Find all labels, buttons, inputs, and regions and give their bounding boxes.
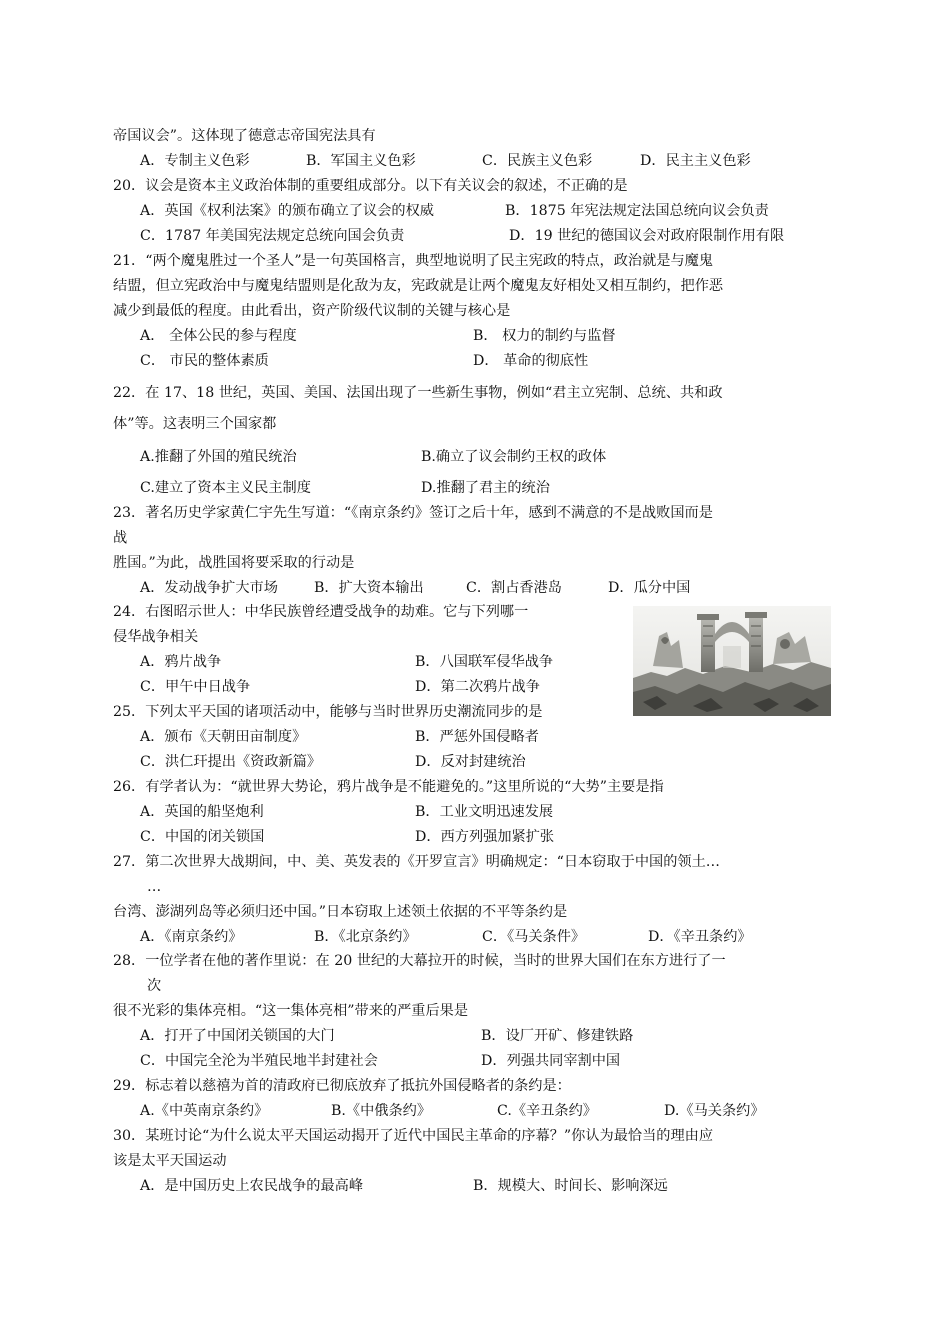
ruins-photo: [633, 606, 831, 716]
question-30: 30．某班讨论“为什么说太平天国运动揭开了近代中国民主革命的序幕？”你认为最恰当的理由应: [113, 1128, 714, 1144]
question-29: 29．标志着以慈禧为首的清政府已彻底放弃了抵抗外国侵略者的条约是：: [113, 1078, 571, 1094]
option: B．严惩外国侵略者: [415, 729, 539, 745]
option: B． 权力的制约与监督: [473, 328, 616, 344]
option: B．《北京条约》: [314, 929, 417, 945]
option: B．工业文明迅速发展: [415, 804, 554, 820]
option: A.推翻了外国的殖民统治: [140, 449, 297, 465]
option: A．颁布《天朝田亩制度》: [140, 729, 307, 745]
option: B．规模大、时间长、影响深远: [473, 1178, 668, 1194]
option: D．民主主义色彩: [640, 153, 751, 169]
question-21: 21．“两个魔鬼胜过一个圣人”是一句英国格言，典型地说明了民主宪政的特点，政治就是与魔鬼: [113, 253, 714, 269]
option: B．军国主义色彩: [306, 153, 416, 169]
option: B．八国联军侵华战争: [415, 654, 554, 670]
text-line: 次: [147, 978, 162, 994]
option: C.建立了资本主义民主制度: [140, 480, 311, 496]
text-line: 侵华战争相关: [113, 629, 199, 645]
text-line: 体”等。这表明三个国家都: [113, 416, 277, 432]
text-line: 很不光彩的集体亮相。“这一集体亮相”带来的严重后果是: [113, 1003, 469, 1019]
text-line: 胜国。”为此，战胜国将要采取的行动是: [113, 555, 355, 571]
option: C．1787 年美国宪法规定总统向国会负责: [140, 228, 405, 244]
option: C．中国的闭关锁国: [140, 829, 265, 845]
question-20: 20．议会是资本主义政治体制的重要组成部分。以下有关议会的叙述，不正确的是: [113, 178, 628, 194]
option: D． 革命的彻底性: [473, 353, 589, 369]
option: A．打开了中国闭关锁国的大门: [140, 1028, 335, 1044]
option: D．19 世纪的德国议会对政府限制作用有限: [509, 228, 785, 244]
option: C．割占香港岛: [466, 580, 562, 596]
option: B.《中俄条约》: [331, 1103, 432, 1119]
option: A． 全体公民的参与程度: [140, 328, 297, 344]
option: B.确立了议会制约王权的政体: [421, 449, 607, 465]
option: C．民族主义色彩: [482, 153, 593, 169]
option: C．甲午中日战争: [140, 679, 251, 695]
option: D．列强共同宰割中国: [481, 1053, 621, 1069]
option: A．发动战争扩大市场: [140, 580, 278, 596]
option: C． 市民的整体素质: [140, 353, 269, 369]
question-22: 22．在 17、18 世纪，英国、美国、法国出现了一些新生事物，例如“君主立宪制、总统、共和政: [113, 385, 723, 401]
question-25: 25．下列太平天国的诸项活动中，能够与当时世界历史潮流同步的是: [113, 704, 543, 720]
text-line: …: [147, 879, 162, 895]
question-24: 24．右图昭示世人：中华民族曾经遭受战争的劫难。它与下列哪一: [113, 604, 529, 620]
option: A．《南京条约》: [140, 929, 243, 945]
option: C．洪仁玕提出《资政新篇》: [140, 754, 322, 770]
option: C．中国完全沦为半殖民地半封建社会: [140, 1053, 378, 1069]
option: D.《马关条约》: [664, 1103, 765, 1119]
option: B．1875 年宪法规定法国总统向议会负责: [505, 203, 769, 219]
option: D．《辛丑条约》: [648, 929, 752, 945]
option: D．瓜分中国: [608, 580, 691, 596]
option: D．第二次鸦片战争: [415, 679, 540, 695]
option: A．英国《权利法案》的颁布确立了议会的权威: [140, 203, 434, 219]
option: C.《辛丑条约》: [497, 1103, 597, 1119]
option: A.《中英南京条约》: [140, 1103, 269, 1119]
option: A．专制主义色彩: [140, 153, 250, 169]
question-26: 26．有学者认为：“就世界大势论，鸦片战争是不能避免的。”这里所说的“大势”主要是指: [113, 779, 664, 795]
option: D．西方列强加紧扩张: [415, 829, 555, 845]
question-28: 28．一位学者在他的著作里说：在 20 世纪的大幕拉开的时候，当时的世界大国们在东方进行了一: [113, 953, 726, 969]
option: A．鸦片战争: [140, 654, 222, 670]
option: D．反对封建统治: [415, 754, 526, 770]
question-23: 23．著名历史学家黄仁宇先生写道：“《南京条约》签订之后十年，感到不满意的不是战败国而是: [113, 505, 713, 521]
text-line: 台湾、澎湖列岛等必须归还中国。”日本窃取上述领土依据的不平等条约是: [113, 904, 568, 920]
option: D.推翻了君主的统治: [421, 480, 550, 496]
option: C．《马关条件》: [482, 929, 586, 945]
option: A．英国的船坚炮利: [140, 804, 264, 820]
text-line: 减少到最低的程度。由此看出，资产阶级代议制的关键与核心是: [113, 303, 511, 319]
text-line: 结盟，但立宪政治中与魔鬼结盟则是化敌为友，宪政就是让两个魔鬼友好相处又相互制约，把作恶: [113, 278, 724, 294]
option: B．设厂开矿、修建铁路: [481, 1028, 634, 1044]
option: A．是中国历史上农民战争的最高峰: [140, 1178, 364, 1194]
question-27: 27．第二次世界大战期间，中、美、英发表的《开罗宣言》明确规定：“日本窃取于中国的领土…: [113, 854, 720, 870]
text-line: 帝国议会”。这体现了德意志帝国宪法具有: [113, 128, 376, 144]
text-line: 战: [113, 530, 128, 546]
text-line: 该是太平天国运动: [113, 1153, 227, 1169]
option: B．扩大资本输出: [314, 580, 424, 596]
